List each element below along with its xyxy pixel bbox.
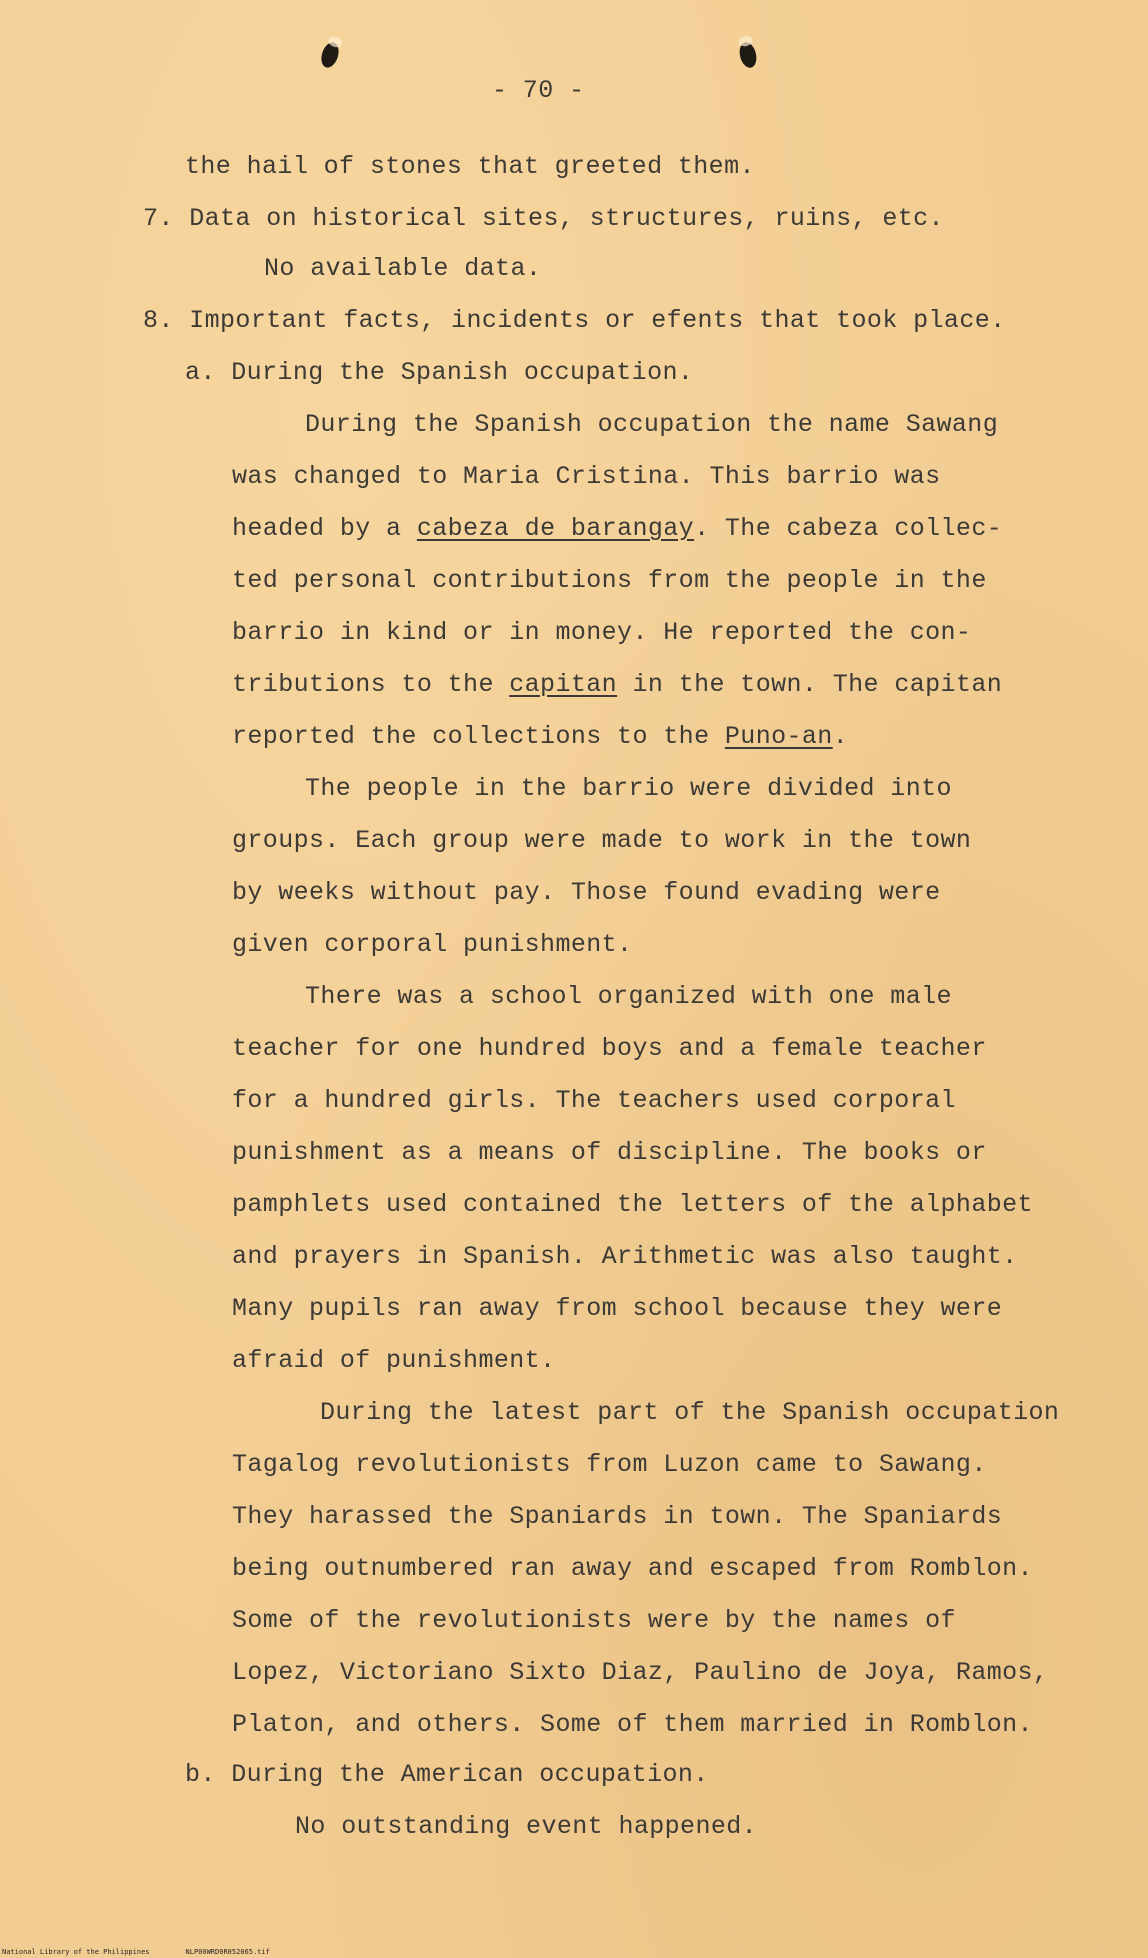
section-7-heading: 7. Data on historical sites, structures, ruins, etc. bbox=[143, 204, 944, 233]
text-line: During the latest part of the Spanish occupation bbox=[320, 1398, 1060, 1427]
text-line: The people in the barrio were divided into bbox=[305, 774, 952, 803]
text-line: barrio in kind or in money. He reported the con- bbox=[232, 618, 972, 647]
underlined-term: Puno-an bbox=[724, 722, 833, 751]
text-line: and prayers in Spanish. Arithmetic was also taught. bbox=[232, 1242, 1018, 1271]
text-line: Lopez, Victoriano Sixto Diaz, Paulino de Joya, Ramos, bbox=[232, 1658, 1049, 1687]
underlined-term: capitan bbox=[509, 670, 618, 699]
text-line: pamphlets used contained the letters of the alphabet bbox=[232, 1190, 1033, 1219]
text-line: afraid of punishment. bbox=[232, 1346, 556, 1375]
subsection-b-heading: b. During the American occupation. bbox=[185, 1760, 709, 1789]
file-name: NLP00WRD0R052065.tif bbox=[185, 1948, 270, 1956]
text-line: Tagalog revolutionists from Luzon came to Sawang. bbox=[232, 1450, 987, 1479]
subsection-a-heading: a. During the Spanish occupation. bbox=[185, 358, 694, 387]
text-line: was changed to Maria Cristina. This barrio was bbox=[232, 462, 941, 491]
scan-footer bbox=[2, 1948, 306, 1957]
text-line: There was a school organized with one male bbox=[305, 982, 952, 1011]
punch-hole-left bbox=[318, 40, 341, 70]
text-line: No available data. bbox=[264, 254, 542, 283]
text-line: During the Spanish occupation the name Sawang bbox=[305, 410, 999, 439]
text-line: teacher for one hundred boys and a female teacher bbox=[232, 1034, 987, 1063]
text-line: Platon, and others. Some of them married in Romblon. bbox=[232, 1710, 1033, 1739]
underlined-term: cabeza de barangay bbox=[416, 514, 695, 543]
section-8-heading: 8. Important facts, incidents or efents that took place. bbox=[143, 306, 1006, 335]
page-number: - 70 - bbox=[492, 76, 585, 105]
text-line: No outstanding event happened. bbox=[295, 1812, 758, 1841]
text-line: the hail of stones that greeted them. bbox=[185, 152, 755, 181]
text-line: punishment as a means of discipline. The books or bbox=[232, 1138, 987, 1167]
text-line: Many pupils ran away from school because they were bbox=[232, 1294, 1003, 1323]
text-line: reported the collections to the Puno-an. bbox=[232, 722, 849, 751]
text-line: They harassed the Spaniards in town. The Spaniards bbox=[232, 1502, 1003, 1531]
text-line: being outnumbered ran away and escaped from Romblon. bbox=[232, 1554, 1033, 1583]
library-credit: National Library of the Philippines bbox=[2, 1948, 150, 1956]
text-line: ted personal contributions from the people in the bbox=[232, 566, 987, 595]
text-line: tributions to the capitan in the town. The capitan bbox=[232, 670, 1003, 699]
punch-hole-right bbox=[737, 40, 759, 69]
text-line: groups. Each group were made to work in the town bbox=[232, 826, 972, 855]
text-line: by weeks without pay. Those found evading were bbox=[232, 878, 941, 907]
text-line: for a hundred girls. The teachers used corporal bbox=[232, 1086, 956, 1115]
text-line: given corporal punishment. bbox=[232, 930, 633, 959]
text-line: headed by a cabeza de barangay. The cabeza collec- bbox=[232, 514, 1003, 543]
text-line: Some of the revolutionists were by the names of bbox=[232, 1606, 956, 1635]
